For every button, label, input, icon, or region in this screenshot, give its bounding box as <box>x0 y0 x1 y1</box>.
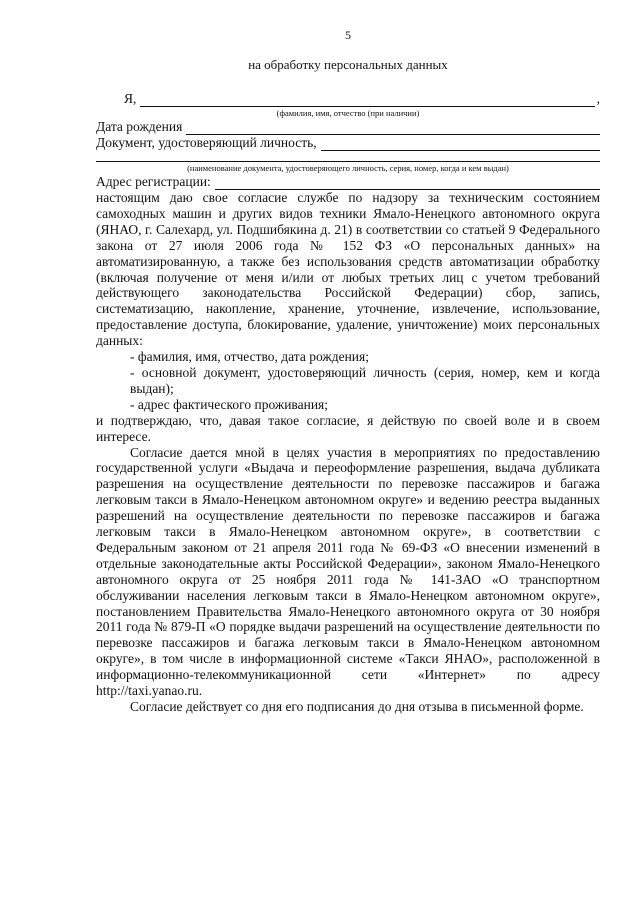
page-number: 5 <box>345 28 351 42</box>
address-label: Адрес регистрации: <box>96 174 211 189</box>
name-label: Я, <box>124 91 137 106</box>
list-item: - основной документ, удостоверяющий личность (серия, номер, кем и когда выдан); <box>130 364 600 396</box>
document-extra-line[interactable] <box>96 151 600 162</box>
list-item: - фамилия, имя, отчество, дата рождения; <box>130 349 369 365</box>
document-title: на обработку персональных данных <box>248 57 448 72</box>
name-caption: (фамилия, имя, отчество (при наличии) <box>276 108 420 118</box>
list-item: - адрес фактического проживания; <box>130 396 329 412</box>
address-input-line[interactable] <box>215 177 600 190</box>
name-end-comma: , <box>596 91 600 106</box>
confirm-paragraph: и подтверждаю, что, давая такое согласие, я действую по своей воле и в своем интересе. <box>96 412 600 444</box>
name-input-line[interactable] <box>140 94 594 107</box>
consent-intro-paragraph: настоящим даю свое согласие службе по надзору за техническим состоянием самоходных машин и других видов техники Ямало-Ненецкого автономного округа (ЯНАО, г. Салехард, ул. Подшибякина д. 21) в соответствии со статьей 9 Федерального закона от 27 июля 2006 года № 152 ФЗ «О персональных данных» на автоматизированную, а также без использования средств автоматизации обработку (включая получение от меня и/или от любых третьих лиц с учетом требований действующего законодательства Российской Федерации) сбор, запись, систематизацию, накопление, хранение, уточнение, извлечение, использование, предоставление доступа, блокирование, удаление, уничтожение) моих персональных данных: <box>96 190 600 349</box>
document-field-row <box>96 135 600 151</box>
address-field-row <box>96 174 600 190</box>
birth-field-row <box>96 119 600 135</box>
birth-label: Дата рождения <box>96 119 183 134</box>
document-input-line[interactable] <box>321 138 600 151</box>
document-page <box>96 28 600 715</box>
validity-paragraph: Согласие действует со дня его подписания до дня отзыва в письменной форме. <box>130 699 584 714</box>
document-caption: (наименование документа, удостоверяющего личность, серия, номер, когда и кем выдан) <box>187 163 509 173</box>
name-field-row <box>96 91 600 107</box>
birth-input-line[interactable] <box>186 122 600 135</box>
purpose-paragraph: Согласие дается мной в целях участия в мероприятиях по предоставлению государственной услуги «Выдача и переоформление разрешения, выдача дубликата разрешения на осуществление деятельности по перевозке пассажиров и багажа легковым такси в Ямало-Ненецком автономном округе» и ведению реестра выданных разрешений на осуществление деятельности по перевозке пассажиров и багажа легковым такси в Ямало-Ненецком автономном округе», в соответствии с Федеральным законом от 21 апреля 2011 года № 69-ФЗ «О внесении изменений в отдельные законодательные акты Российской Федерации», законом Ямало-Ненецкого автономного округа от 25 ноября 2011 года № 141-ЗАО «О транспортном обслуживании населения легковым такси в Ямало-Ненецком автономном округе», постановлением Правительства Ямало-Ненецкого автономного округа от 30 ноября 2011 года № 879-П «О порядке выдачи разрешений на осуществление деятельности по перевозке пассажиров и багажа легковым такси в Ямало-Ненецком автономном округе», в том числе в информационной системе «Такси ЯНАО», расположенной в информационно-телекоммуникационной сети «Интернет» по адресу http://taxi.yanao.ru. <box>96 444 600 699</box>
document-label: Документ, удостоверяющий личность, <box>96 135 317 150</box>
